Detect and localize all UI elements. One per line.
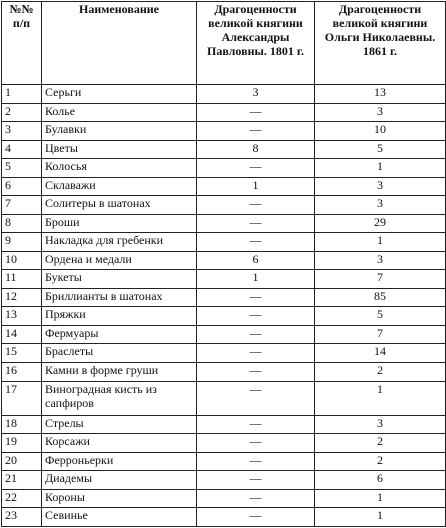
row-number: 9 xyxy=(2,233,42,252)
table-row xyxy=(2,251,446,270)
row-name: Ордена и медали xyxy=(42,251,197,270)
row-name: Серьги xyxy=(42,85,197,104)
row-count-1801: — xyxy=(197,452,315,471)
table-body xyxy=(2,85,446,527)
row-name: Букеты xyxy=(42,270,197,289)
row-number: 2 xyxy=(2,103,42,122)
row-count-1861: 1 xyxy=(315,159,446,178)
row-number: 10 xyxy=(2,251,42,270)
row-count-1861: 7 xyxy=(315,270,446,289)
row-count-1801: — xyxy=(197,415,315,434)
header-row xyxy=(2,2,446,85)
row-name: Пряжки xyxy=(42,307,197,326)
row-count-1861: 3 xyxy=(315,251,446,270)
row-count-1801: — xyxy=(197,233,315,252)
row-name: Фермуары xyxy=(42,325,197,344)
row-number: 3 xyxy=(2,122,42,141)
table-row xyxy=(2,177,446,196)
row-number: 12 xyxy=(2,288,42,307)
row-count-1801: — xyxy=(197,214,315,233)
row-number: 18 xyxy=(2,415,42,434)
row-count-1801: 8 xyxy=(197,140,315,159)
table-row xyxy=(2,471,446,490)
row-count-1801: — xyxy=(197,325,315,344)
row-number: 5 xyxy=(2,159,42,178)
row-count-1861: 3 xyxy=(315,177,446,196)
table-row xyxy=(2,270,446,289)
header-number: №№ п/п xyxy=(2,2,42,85)
row-count-1801: — xyxy=(197,471,315,490)
table-row xyxy=(2,214,446,233)
row-count-1801: — xyxy=(197,122,315,141)
row-count-1801: — xyxy=(197,434,315,453)
header-1861: Драгоценности великой княгини Ольги Николаевны. 1861 г. xyxy=(315,2,446,85)
row-name: Севинье xyxy=(42,508,197,527)
row-number: 20 xyxy=(2,452,42,471)
row-count-1861: 1 xyxy=(315,381,446,415)
row-number: 22 xyxy=(2,489,42,508)
row-count-1801: — xyxy=(197,508,315,527)
row-number: 1 xyxy=(2,85,42,104)
jewels-table xyxy=(1,1,446,527)
row-count-1801: — xyxy=(197,489,315,508)
row-number: 6 xyxy=(2,177,42,196)
row-count-1801: 6 xyxy=(197,251,315,270)
row-count-1861: 5 xyxy=(315,307,446,326)
row-name: Ферроньерки xyxy=(42,452,197,471)
table-row xyxy=(2,489,446,508)
table-row xyxy=(2,85,446,104)
row-count-1861: 6 xyxy=(315,471,446,490)
header-name: Наименование xyxy=(42,2,197,85)
table-row xyxy=(2,452,446,471)
table-row xyxy=(2,233,446,252)
row-number: 14 xyxy=(2,325,42,344)
row-name: Колье xyxy=(42,103,197,122)
row-number: 11 xyxy=(2,270,42,289)
row-count-1861: 2 xyxy=(315,362,446,381)
row-number: 4 xyxy=(2,140,42,159)
row-number: 15 xyxy=(2,344,42,363)
row-number: 8 xyxy=(2,214,42,233)
row-name: Булавки xyxy=(42,122,197,141)
row-name: Короны xyxy=(42,489,197,508)
table-row xyxy=(2,307,446,326)
table-row xyxy=(2,381,446,415)
row-count-1801: — xyxy=(197,381,315,415)
row-count-1861: 1 xyxy=(315,508,446,527)
row-count-1801: — xyxy=(197,362,315,381)
row-count-1801: — xyxy=(197,307,315,326)
row-count-1861: 3 xyxy=(315,196,446,215)
row-name: Виноградная кисть из сапфиров xyxy=(42,381,197,415)
row-count-1861: 1 xyxy=(315,233,446,252)
row-name: Браслеты xyxy=(42,344,197,363)
row-count-1801: — xyxy=(197,103,315,122)
row-number: 23 xyxy=(2,508,42,527)
row-count-1861: 13 xyxy=(315,85,446,104)
table-row xyxy=(2,196,446,215)
row-name: Броши xyxy=(42,214,197,233)
table-row xyxy=(2,508,446,527)
row-name: Бриллианты в шатонах xyxy=(42,288,197,307)
row-number: 21 xyxy=(2,471,42,490)
table-row xyxy=(2,159,446,178)
row-number: 13 xyxy=(2,307,42,326)
row-count-1801: — xyxy=(197,159,315,178)
row-count-1861: 3 xyxy=(315,103,446,122)
table-row xyxy=(2,103,446,122)
row-number: 19 xyxy=(2,434,42,453)
row-count-1801: 1 xyxy=(197,270,315,289)
table-row xyxy=(2,140,446,159)
row-count-1801: 1 xyxy=(197,177,315,196)
row-count-1861: 2 xyxy=(315,434,446,453)
row-name: Солитеры в шатонах xyxy=(42,196,197,215)
row-count-1801: 3 xyxy=(197,85,315,104)
table-row xyxy=(2,415,446,434)
row-count-1801: — xyxy=(197,344,315,363)
table-row xyxy=(2,325,446,344)
row-count-1861: 29 xyxy=(315,214,446,233)
row-name: Диадемы xyxy=(42,471,197,490)
row-number: 7 xyxy=(2,196,42,215)
row-name: Цветы xyxy=(42,140,197,159)
row-name: Камни в форме груши xyxy=(42,362,197,381)
row-count-1861: 2 xyxy=(315,452,446,471)
table-row xyxy=(2,434,446,453)
row-name: Колосья xyxy=(42,159,197,178)
row-count-1801: — xyxy=(197,196,315,215)
row-name: Корсажи xyxy=(42,434,197,453)
row-count-1861: 7 xyxy=(315,325,446,344)
table-row xyxy=(2,288,446,307)
table-row xyxy=(2,344,446,363)
table-row xyxy=(2,362,446,381)
row-name: Склаважи xyxy=(42,177,197,196)
row-count-1861: 85 xyxy=(315,288,446,307)
row-number: 16 xyxy=(2,362,42,381)
row-count-1861: 3 xyxy=(315,415,446,434)
row-count-1861: 5 xyxy=(315,140,446,159)
row-count-1801: — xyxy=(197,288,315,307)
row-count-1861: 1 xyxy=(315,489,446,508)
header-1801: Драгоценности великой княгини Александры Павловны. 1801 г. xyxy=(197,2,315,85)
row-name: Накладка для гребенки xyxy=(42,233,197,252)
row-count-1861: 14 xyxy=(315,344,446,363)
row-number: 17 xyxy=(2,381,42,415)
table-row xyxy=(2,122,446,141)
row-name: Стрелы xyxy=(42,415,197,434)
row-count-1861: 10 xyxy=(315,122,446,141)
